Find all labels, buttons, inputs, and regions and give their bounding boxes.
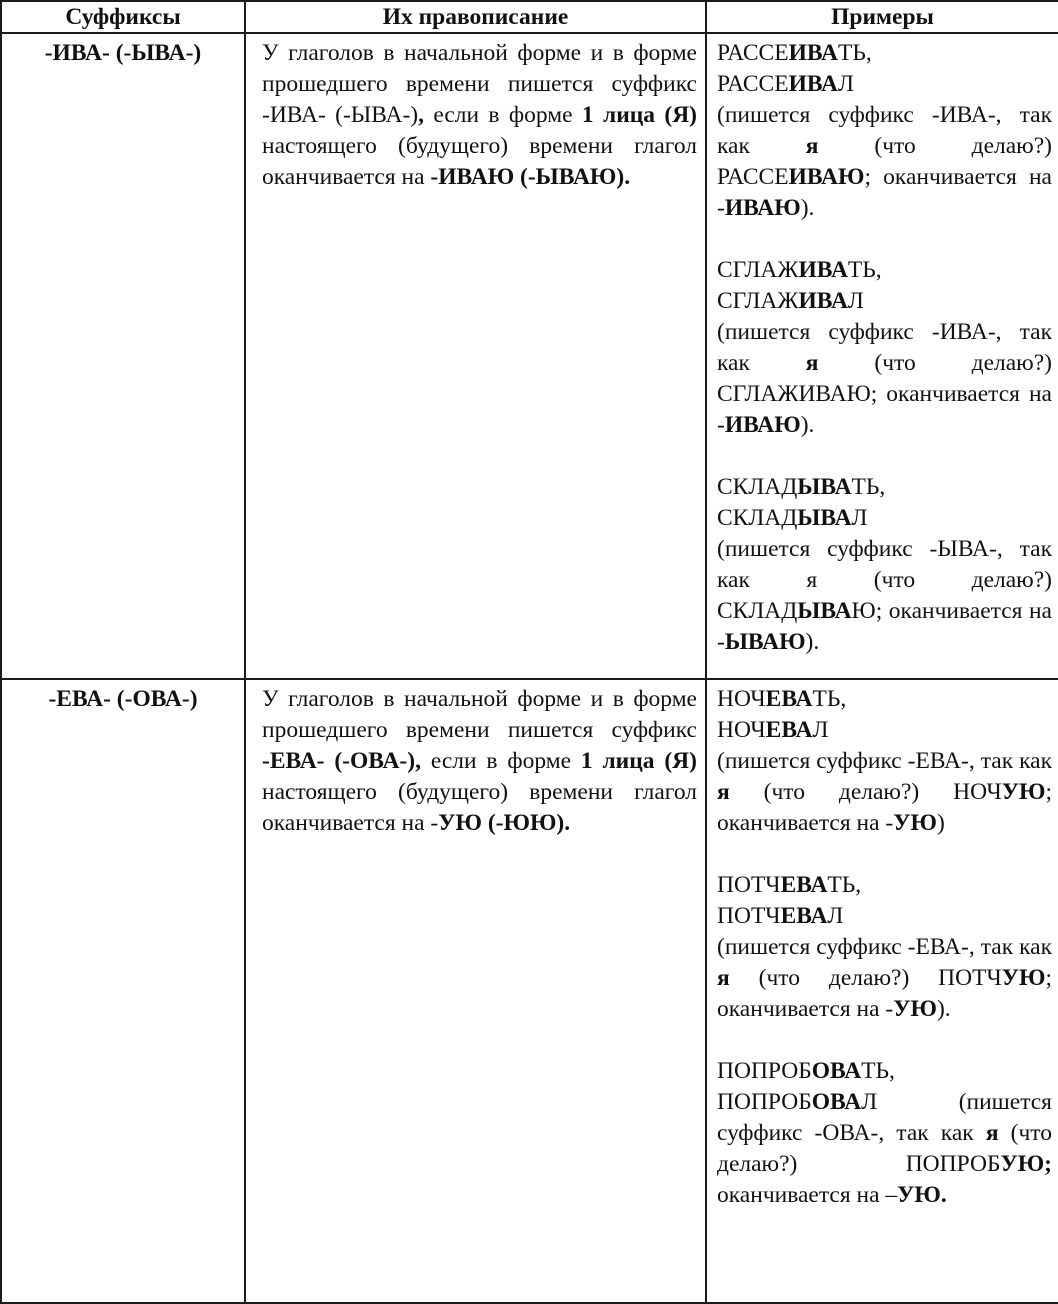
example-explanation: (пишется суффикс -ЫВА-, так как я (что делаю?) СКЛАДЫВАЮ; оканчивается на -ЫВАЮ).: [717, 536, 1052, 655]
example-past: СГЛАЖИВАЛ: [717, 288, 864, 314]
example-past: СКЛАДЫВАЛ: [717, 505, 868, 531]
rule-cell: [245, 33, 706, 679]
example-block: [717, 255, 1052, 441]
example-block: [717, 38, 1052, 224]
example-past: ПОТЧЕВАЛ: [717, 903, 844, 929]
header-suffixes: Суффиксы: [1, 1, 245, 33]
example-block: [717, 684, 1052, 839]
rule-cell: [245, 679, 706, 1303]
example-infinitive: СКЛАДЫВАТЬ,: [717, 474, 886, 500]
rule-text: настоящего (будущего) времени глагол оканчивается на -: [262, 779, 697, 836]
table-row: [1, 679, 1058, 1303]
examples-cell: [706, 679, 1058, 1303]
example-infinitive: ПОПРОБОВАТЬ,: [717, 1058, 895, 1084]
example-explanation: (пишется суффикс -ОВА-, так как я (что делаю?) ПОПРОБУЮ; оканчивается на –УЮ.: [717, 1089, 1053, 1208]
example-explanation: (пишется суффикс -ЕВА-, так как я (что делаю?) НОЧУЮ; оканчивается на -УЮ): [717, 748, 1052, 836]
example-explanation: (пишется суффикс -ИВА-, так как я (что делаю?) РАССЕИВАЮ; оканчивается на -ИВАЮ).: [717, 102, 1052, 221]
rule-bold: 1 лица (Я): [580, 748, 697, 774]
example-past: РАССЕИВАЛ: [717, 71, 854, 97]
example-explanation: (пишется суффикс -ЕВА-, так как я (что делаю?) ПОТЧУЮ; оканчивается на -УЮ).: [717, 934, 1052, 1022]
rule-bold: -ИВАЮ (-ЫВАЮ).: [430, 164, 631, 190]
rule-text: У глаголов в начальной форме и в форме прошедшего времени пишется суффикс -ИВА- (-ЫВА-): [262, 40, 697, 128]
example-infinitive: РАССЕИВАТЬ,: [717, 40, 872, 66]
example-block: [717, 472, 1052, 658]
rule-bold: -ЕВА- (-ОВА-),: [262, 748, 421, 774]
rule-comma: ,: [418, 102, 424, 128]
suffix-cell: [1, 33, 245, 679]
example-past: НОЧЕВАЛ: [717, 717, 829, 743]
rule-bold: УЮ (-ЮЮ).: [438, 810, 571, 836]
header-examples: Примеры: [706, 1, 1058, 33]
rule-text: У глаголов в начальной форме и в форме прошедшего времени пишется суффикс: [262, 686, 697, 743]
rule-text: если в форме: [420, 748, 581, 774]
example-past: ПОПРОБОВАЛ: [717, 1089, 878, 1115]
header-spelling: Их правописание: [245, 1, 706, 33]
suffix-cell: [1, 679, 245, 1303]
example-block: [717, 1056, 1052, 1211]
rule-text: настоящего (будущего) времени глагол оканчивается на: [262, 133, 697, 190]
suffix-label: -ЕВА- (-ОВА-): [48, 686, 198, 712]
table-row: [1, 33, 1058, 679]
rule-text: если в форме: [423, 102, 582, 128]
header-row: [1, 1, 1058, 33]
example-infinitive: ПОТЧЕВАТЬ,: [717, 872, 862, 898]
example-infinitive: СГЛАЖИВАТЬ,: [717, 257, 882, 283]
example-block: [717, 870, 1052, 1025]
rule-bold: 1 лица (Я): [581, 102, 697, 128]
examples-cell: [706, 33, 1058, 679]
example-explanation: (пишется суффикс -ИВА-, так как я (что делаю?) СГЛАЖИВАЮ; оканчивается на -ИВАЮ).: [717, 319, 1052, 438]
suffix-label: -ИВА- (-ЫВА-): [44, 40, 202, 66]
example-infinitive: НОЧЕВАТЬ,: [717, 686, 847, 712]
